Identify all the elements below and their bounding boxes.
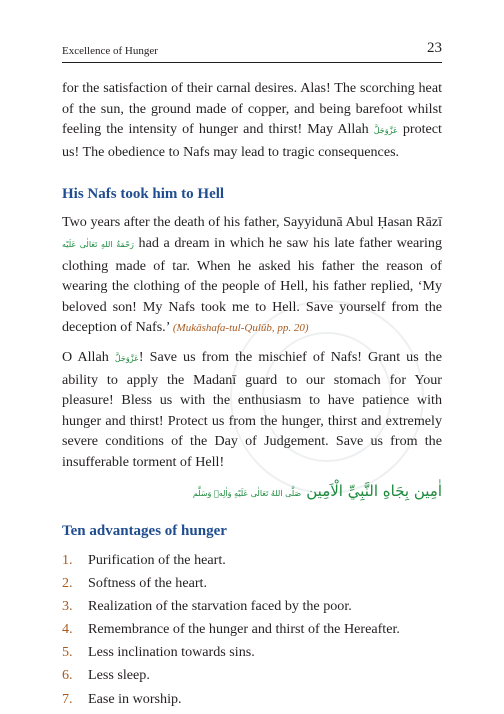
list-item: 4. Remembrance of the hunger and thirst of the Hereafter. — [62, 621, 400, 638]
page-content — [62, 78, 442, 711]
list-item: 5. Less inclination towards sins. — [62, 644, 255, 661]
list-item: 6. Less sleep. — [62, 667, 150, 684]
story-paragraph: Two years after the death of his father, Sayyidunā Abul Ḥasan Rāzī رَحْمَةُ اللهِ تَعَالٰی عَلَيْه had a dream in which he saw his late father wearing clothing made of tar. When he asked his father the reason of wearing the clothing of the people of Hell, his father replied, ‘My beloved son! My Nafs took me to Hell. Save yourself from the deception of Nafs.’ (Mukāshafa-tul-Qulūb, pp. 20) — [62, 214, 443, 336]
reference-citation: (Mukāshafa-tul-Qulūb, pp. 20) — [172, 322, 309, 335]
arabic-honorific: عَزَّوَجَلَّ — [114, 353, 139, 363]
arabic-honorific: عَزَّوَجَلَّ — [373, 126, 398, 136]
intro-paragraph: for the satisfaction of their carnal desires. Alas! The scorching heat of the sun, the ground made of copper, and being barefoot whilst feeling the intensity of hunger and thirst! May Allah عَزَّوَجَلَّ protect us! The obedience to Nafs may lead to tragic consequences. — [62, 80, 442, 160]
list-item: 7. Ease in worship. — [62, 690, 182, 707]
list-item: 3. Realization of the starvation faced by the poor. — [62, 597, 352, 614]
section-heading: Ten advantages of hunger — [62, 522, 227, 539]
dua-main: اٰمِين بِجَاهِ النَّبِيِّ الْاَمِين — [306, 481, 442, 500]
list-item: 1. Purification of the heart. — [62, 551, 226, 568]
running-title: Excellence of Hunger — [62, 45, 158, 57]
list-item: 2. Softness of the heart. — [62, 574, 207, 591]
dua-line — [62, 479, 442, 503]
page-number: 23 — [427, 40, 442, 56]
dua-salutation: صَلَّى اللهُ تَعَالٰی عَلَيْهِ وَاٰلِهٖ وَسَلَّم — [192, 488, 302, 498]
arabic-honorific: رَحْمَةُ اللهِ تَعَالٰی عَلَيْه — [62, 239, 134, 249]
section-heading: His Nafs took him to Hell — [62, 186, 225, 203]
page-header — [62, 40, 442, 63]
supplication-paragraph: O Allah عَزَّوَجَلَّ! Save us from the mischief of Nafs! Grant us the ability to apply the Madanī guard to our stomach for Your pleasure! Bless us with the enthusiasm to have patience with hunger and thirst! Protect us from the hunger, thirst and extremely severe conditions of the Day of Judgement. Save us from the insufferable torment of Hell! — [62, 348, 442, 470]
advantages-list — [62, 549, 442, 711]
